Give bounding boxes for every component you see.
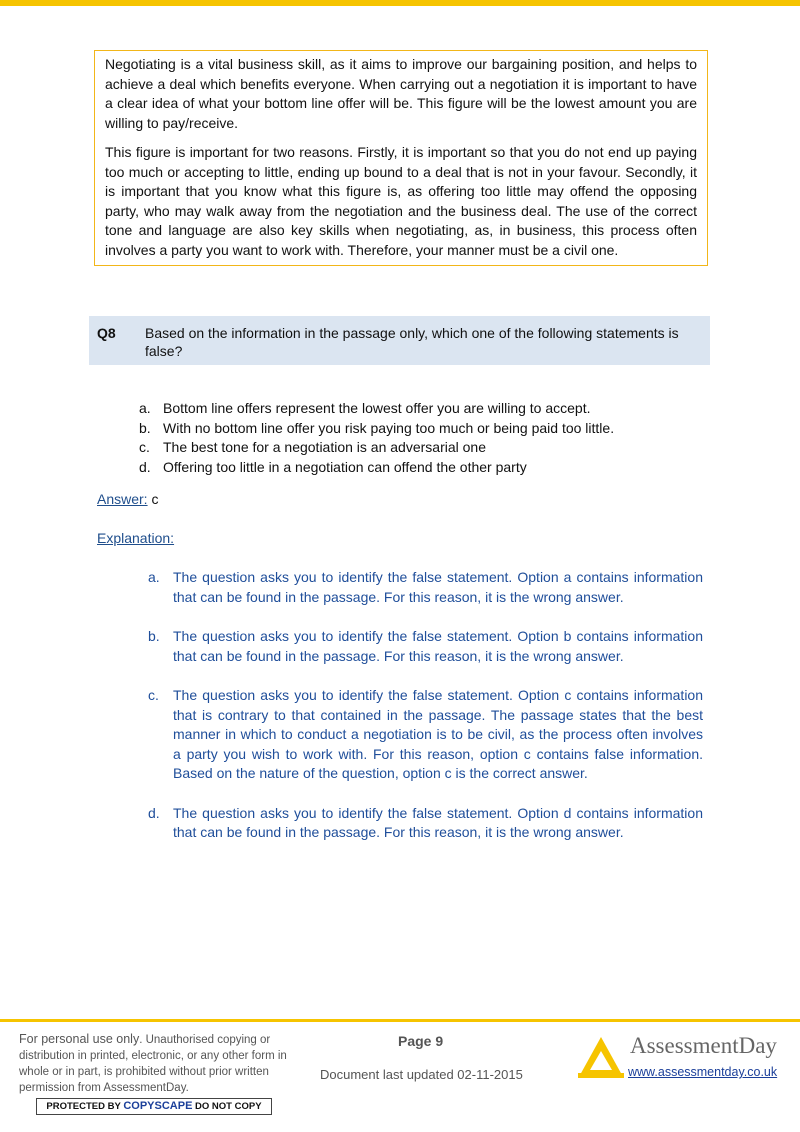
explanation-text: The question asks you to identify the false statement. Option a contains information that can be found in the passage. For this reason, it is the wrong answer. (173, 569, 703, 605)
option-text: Offering too little in a negotiation can offend the other party (163, 459, 527, 476)
explanation-item-b (148, 627, 703, 666)
option-c (139, 438, 614, 458)
copyright-notice (19, 1031, 304, 1096)
question-box (89, 316, 710, 365)
explanation-letter: a. (148, 569, 160, 585)
explanation-item-c (148, 686, 703, 784)
copyscape-pre: PROTECTED BY (46, 1101, 121, 1112)
explanation-heading (97, 530, 174, 546)
personal-use-lead: For personal use only (19, 1032, 140, 1046)
explanation-list (148, 568, 703, 863)
answer-options (139, 399, 614, 478)
reading-passage (94, 50, 708, 266)
explanation-text: The question asks you to identify the false statement. Option c contains information that is contrary to that contained in the passage. The passage states that the best manner in which to conduct a negotiation is to be civil, as the process often involves a party you wish to work with. For this reason, option c contains false information. Based on the nature of the question, option c is the correct answer. (173, 687, 703, 781)
option-letter: b. (139, 419, 151, 436)
option-b (139, 419, 614, 439)
explanation-text: The question asks you to identify the false statement. Option d contains information that can be found in the passage. For this reason, it is the wrong answer. (173, 804, 703, 840)
explanation-letter: c. (148, 687, 159, 703)
personal-use-rest: . Unauthorised copying or distribution in printed, electronic, or any other form in whole or in part, is prohibited without prior written permission from AssessmentDay. (19, 1034, 287, 1094)
explanation-letter: d. (148, 804, 160, 821)
website-link[interactable]: www.assessmentday.co.uk (628, 1065, 778, 1079)
option-text: The best tone for a negotiation is an adversarial one (163, 439, 486, 456)
assessmentday-logo-icon (578, 1035, 624, 1079)
answer-value: c (151, 491, 159, 507)
brand-name: AssessmentDay (630, 1033, 777, 1058)
question-text: Based on the information in the passage only, which one of the following statements is false? (145, 325, 679, 359)
explanation-text: The question asks you to identify the false statement. Option b contains information that can be found in the passage. For this reason, it is the wrong answer. (173, 628, 703, 664)
copyscape-brand: COPYSCAPE (123, 1100, 193, 1112)
explanation-item-a (148, 568, 703, 607)
explanation-label: Explanation: (97, 530, 175, 546)
answer-line (97, 491, 158, 507)
footer-divider (0, 1019, 800, 1022)
answer-label: Answer: (97, 491, 148, 507)
explanation-letter: b. (148, 628, 160, 644)
option-letter: c. (139, 439, 150, 456)
option-a (139, 399, 614, 419)
page-number: Page 9 (398, 1033, 444, 1049)
copyscape-post: DO NOT COPY (195, 1101, 262, 1112)
option-letter: d. (139, 459, 151, 476)
passage-paragraph-1: Negotiating is a vital business skill, as it aims to improve our bargaining position, and helps to achieve a deal which benefits everyone. When carrying out a negotiation it is important to have a clear idea of what your bottom line offer will be. This figure will be the lowest amount you are willing to pay/receive. (105, 56, 697, 131)
option-letter: a. (139, 400, 151, 416)
passage-paragraph-2: This figure is important for two reasons. Firstly, it is important so that you do not end up paying too much or accepting to little, ending up bound to a deal that is not in your favour. Secondly, it is important that you know what this figure is, as offering too little may offend the opposing party, who may walk away from the negotiation and the business deal. The use of the correct tone and language are also key skills when negotiating, as, in business, this process often involves a party you want to work with. Therefore, your manner must be a civil one. (105, 144, 697, 258)
explanation-item-d (148, 804, 703, 843)
top-accent-bar (0, 0, 800, 6)
option-text: Bottom line offers represent the lowest offer you are willing to accept. (163, 400, 591, 416)
option-text: With no bottom line offer you risk paying too much or being paid too little. (163, 419, 615, 436)
document-updated-date: Document last updated 02-11-2015 (320, 1067, 523, 1082)
option-d (139, 458, 614, 478)
question-number: Q8 (97, 325, 116, 341)
copyscape-badge[interactable] (36, 1098, 272, 1115)
